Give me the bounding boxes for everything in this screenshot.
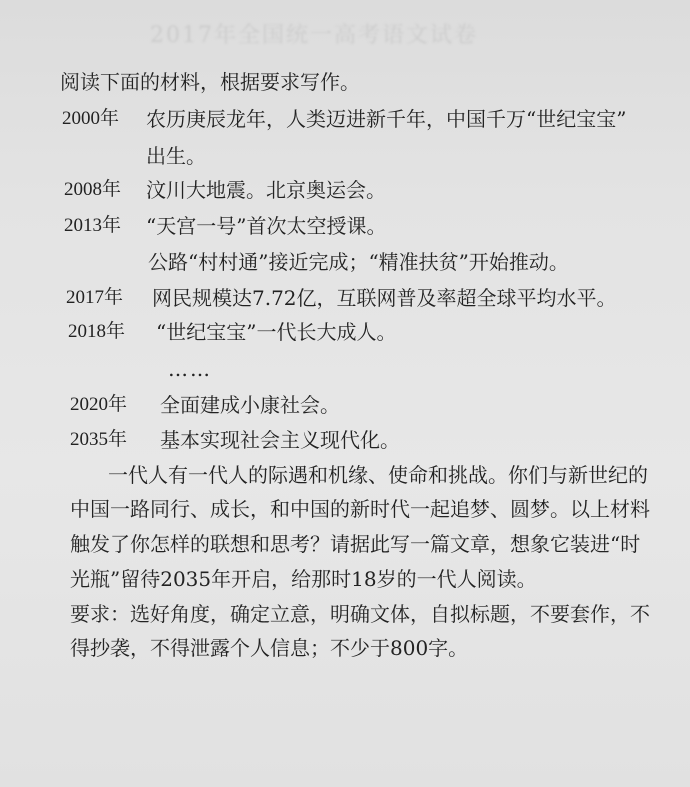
timeline-text: “世纪宝宝”一代长大成人。 [156,320,397,344]
requirements-line: 得抄袭，不得泄露个人信息；不少于800字。 [70,636,469,660]
bleed-through-heading: 2017年全国统一高考语文试卷 [150,23,478,48]
timeline-text: 农历庚辰龙年，人类迈进新千年，中国千万“世纪宝宝” [146,107,627,131]
timeline-ellipsis: …… [168,357,212,381]
timeline-text: 全面建成小康社会。 [160,393,340,417]
timeline-year: 2020年 [70,394,128,415]
timeline-year: 2013年 [64,215,122,236]
timeline-year: 2000年 [62,108,120,129]
prompt-line: 一代人有一代人的际遇和机缘、使命和挑战。你们与新世纪的 [108,463,648,487]
requirements-line: 要求：选好角度，确定立意，明确文体，自拟标题，不要套作，不 [70,602,650,626]
prompt-line: 光瓶”留待2035年开启，给那时18岁的一代人阅读。 [70,567,537,591]
timeline-continuation: 出生。 [146,144,206,168]
timeline-year: 2018年 [68,321,126,342]
timeline-continuation: 公路“村村通”接近完成；“精准扶贫”开始推动。 [148,250,569,274]
prompt-line: 中国一路同行、成长，和中国的新时代一起追梦、圆梦。以上材料 [70,497,650,521]
timeline-year: 2008年 [64,179,122,200]
timeline-text: “天宫一号”首次太空授课。 [146,214,387,238]
timeline-year: 2017年 [66,287,124,308]
timeline-text: 基本实现社会主义现代化。 [160,428,400,452]
timeline-text: 网民规模达7.72亿，互联网普及率超全球平均水平。 [152,286,617,310]
timeline-year: 2035年 [70,429,128,450]
intro-line: 阅读下面的材料，根据要求写作。 [60,70,360,94]
timeline-text: 汶川大地震。北京奥运会。 [146,178,386,202]
prompt-line: 触发了你怎样的联想和思考？请据此写一篇文章，想象它装进“时 [70,532,641,556]
